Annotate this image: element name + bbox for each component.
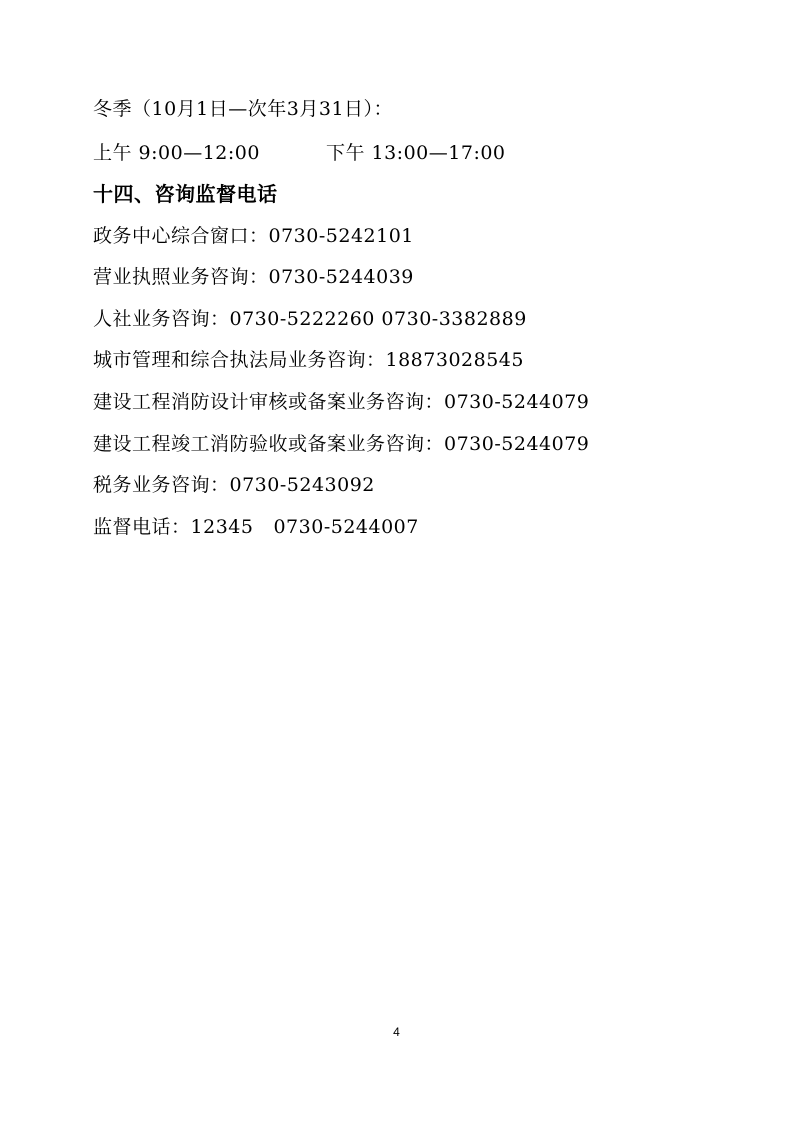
supervision-number-2: 0730-5244007 [273, 516, 419, 538]
contact-line: 城市管理和综合执法局业务咨询：18873028545 [93, 349, 524, 371]
section-heading: 十四、咨询监督电话 [93, 182, 278, 206]
winter-hours-times [93, 141, 506, 165]
supervision-number-1: 12345 [190, 516, 254, 538]
supervision-label: 监督电话： [93, 516, 191, 538]
contact-line: 建设工程竣工消防验收或备案业务咨询：0730-5244079 [93, 433, 590, 455]
supervision-line [93, 515, 419, 539]
contact-line: 人社业务咨询：0730-5222260 0730-3382889 [93, 308, 527, 330]
contact-line: 建设工程消防设计审核或备案业务咨询：0730-5244079 [93, 391, 590, 413]
contact-line: 政务中心综合窗口：0730-5242101 [93, 225, 414, 247]
winter-hours-title: 冬季（10月1日—次年3月31日）： [93, 98, 394, 120]
contact-line: 营业执照业务咨询：0730-5244039 [93, 266, 414, 288]
page-number: 4 [393, 1025, 400, 1039]
afternoon-hours: 下午 13:00—17:00 [325, 142, 506, 164]
morning-hours: 上午 9:00—12:00 [93, 142, 260, 164]
contact-line: 税务业务咨询：0730-5243092 [93, 474, 375, 496]
